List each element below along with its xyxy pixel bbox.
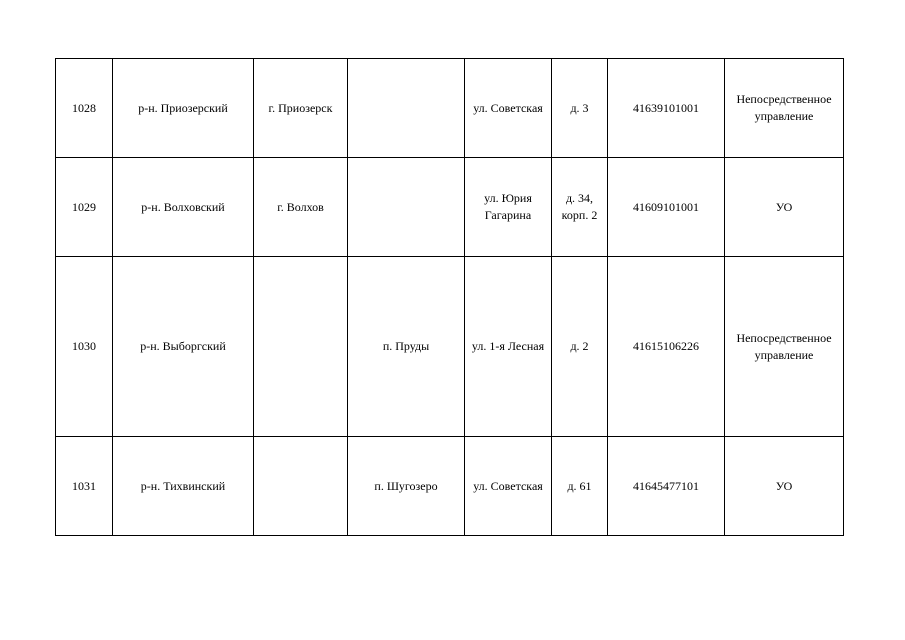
house-cell: д. 61 [552, 437, 608, 536]
street-cell: ул. Советская [465, 59, 552, 158]
district-cell: р-н. Выборгский [113, 257, 254, 437]
housing-registry-table [55, 58, 844, 536]
house-cell: д. 3 [552, 59, 608, 158]
city-cell [254, 257, 348, 437]
management-cell: УО [725, 437, 844, 536]
table-row [56, 257, 844, 437]
district-cell: р-н. Приозерский [113, 59, 254, 158]
house-cell: д. 34, корп. 2 [552, 158, 608, 257]
management-cell: Непосредственное управление [725, 257, 844, 437]
district-cell: р-н. Волховский [113, 158, 254, 257]
row-number: 1031 [56, 437, 113, 536]
management-cell: УО [725, 158, 844, 257]
street-cell: ул. Юрия Гагарина [465, 158, 552, 257]
oktmo-cell: 41615106226 [608, 257, 725, 437]
management-cell: Непосредственное управление [725, 59, 844, 158]
table-row [56, 158, 844, 257]
row-number: 1028 [56, 59, 113, 158]
oktmo-cell: 41609101001 [608, 158, 725, 257]
street-cell: ул. 1-я Лесная [465, 257, 552, 437]
table-row [56, 59, 844, 158]
oktmo-cell: 41639101001 [608, 59, 725, 158]
oktmo-cell: 41645477101 [608, 437, 725, 536]
city-cell [254, 437, 348, 536]
settlement-cell: п. Шугозеро [348, 437, 465, 536]
settlement-cell [348, 59, 465, 158]
settlement-cell [348, 158, 465, 257]
house-cell: д. 2 [552, 257, 608, 437]
street-cell: ул. Советская [465, 437, 552, 536]
settlement-cell: п. Пруды [348, 257, 465, 437]
row-number: 1030 [56, 257, 113, 437]
district-cell: р-н. Тихвинский [113, 437, 254, 536]
city-cell: г. Приозерск [254, 59, 348, 158]
city-cell: г. Волхов [254, 158, 348, 257]
row-number: 1029 [56, 158, 113, 257]
table-row [56, 437, 844, 536]
